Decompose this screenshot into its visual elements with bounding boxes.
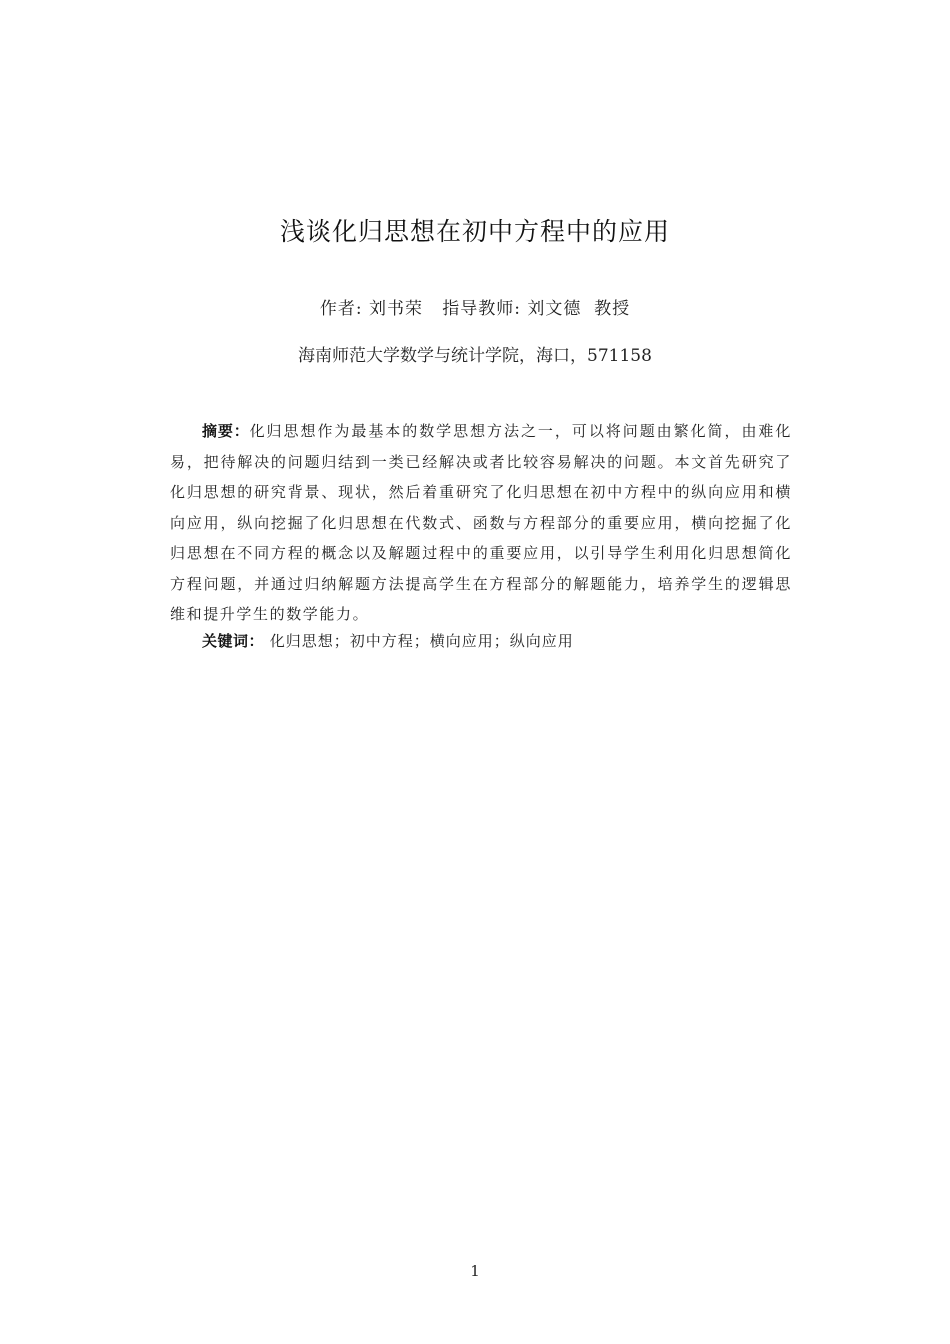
- paper-title: 浅谈化归思想在初中方程中的应用: [279, 217, 670, 246]
- abstract-text: 化归思想作为最基本的数学思想方法之一，可以将问题由繁化简，由难化易，把待解决的问题归结到一类已经解决或者比较容易解决的问题。本文首先研究了化归思想的研究背景、现状，然后着重研究了化归思想在初中方程中的纵向应用和横向应用，纵向挖掘了化归思想在代数式、函数与方程部分的重要应用，横向挖掘了化归思想在不同方程的概念以及解题过程中的重要应用，以引导学生利用化归思想简化方程问题，并通过归纳解题方法提高学生在方程部分的解题能力，培养学生的逻辑思维和提升学生的数学能力。: [170, 422, 792, 623]
- keywords-text: 化归思想；初中方程；横向应用；纵向应用: [264, 632, 574, 650]
- keywords-label: 关键词：: [202, 632, 265, 650]
- affiliation-line: 海南师范大学数学与统计学院，海口，571158: [298, 346, 652, 366]
- abstract-paragraph: [170, 416, 792, 630]
- abstract-label: 摘要：: [202, 422, 250, 440]
- keywords-line: [202, 626, 574, 656]
- page-number: 1: [470, 1262, 480, 1280]
- author-line: 作者: 刘书荣 指导教师: 刘文德 教授: [319, 299, 631, 319]
